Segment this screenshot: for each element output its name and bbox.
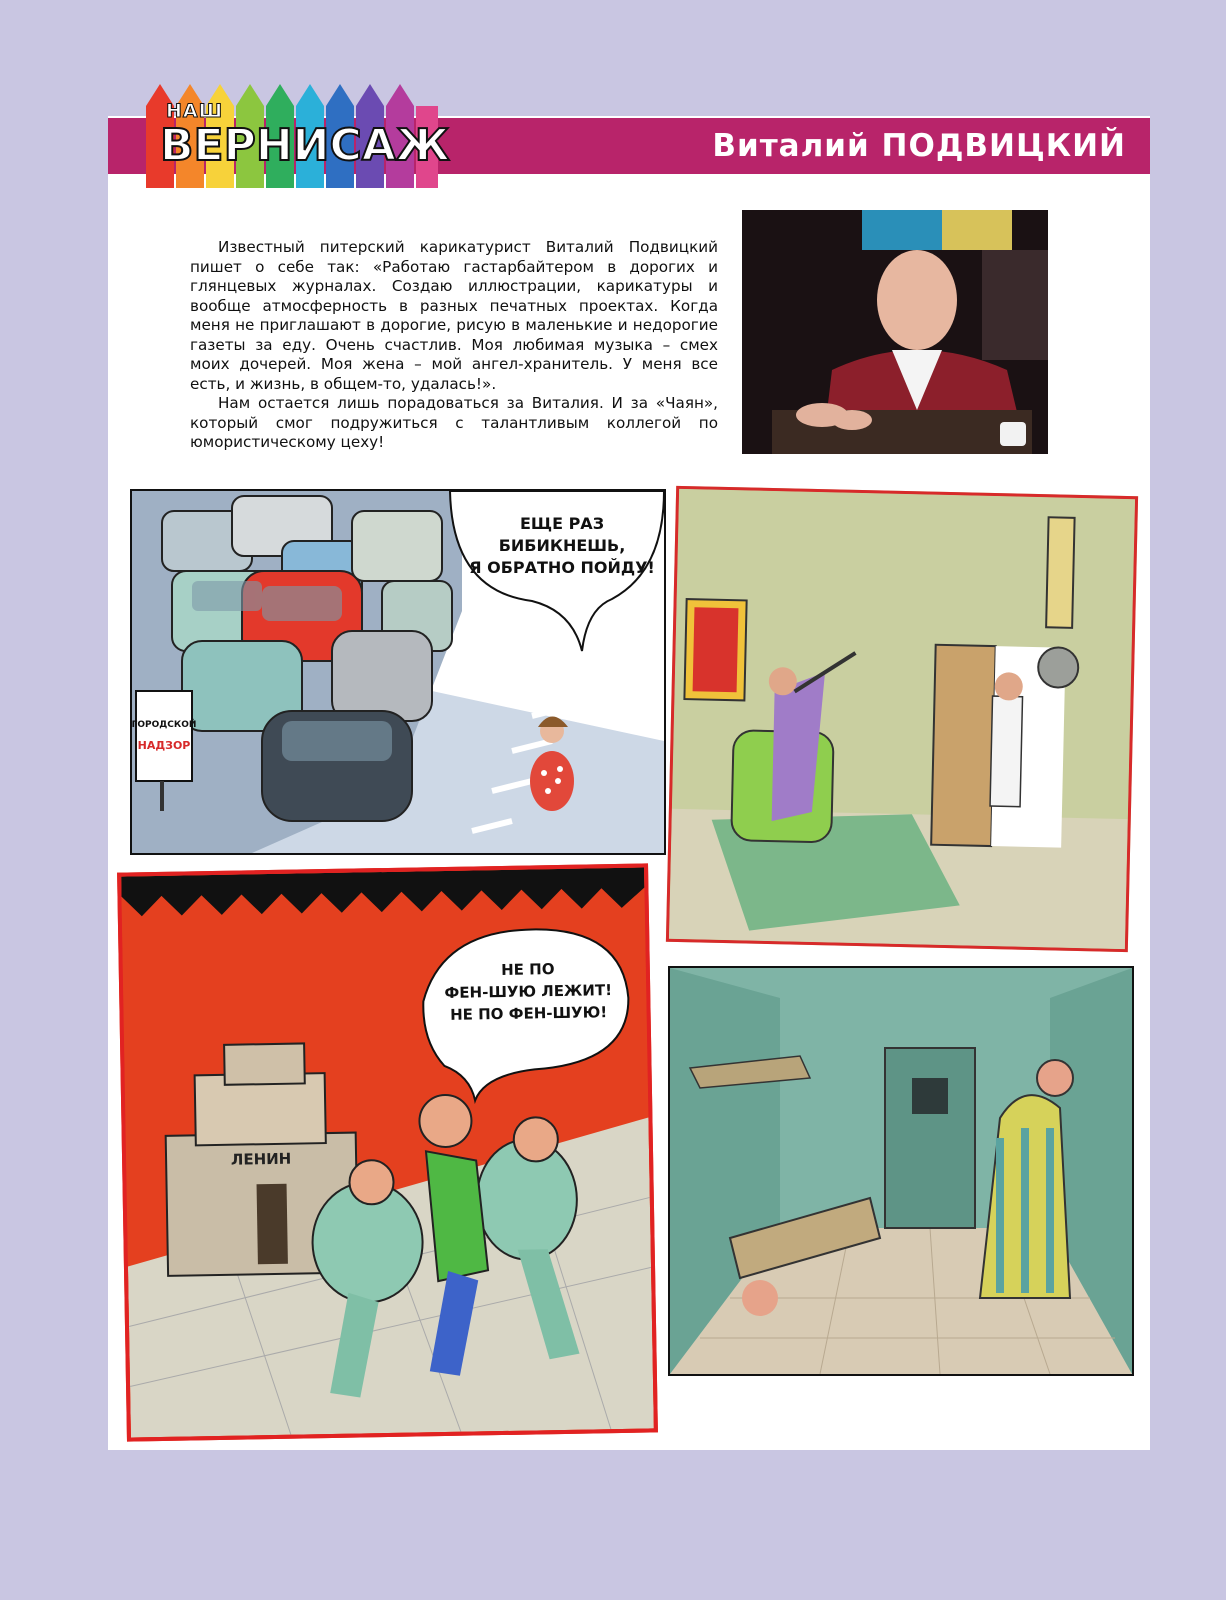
traffic-sign-line-2: НАДЗОР — [137, 739, 191, 752]
traffic-speech-line-2: БИБИКНЕШЬ, — [498, 536, 626, 555]
mausoleum-speech-line-3: НЕ ПО ФЕН-ШУЮ! — [449, 1003, 608, 1024]
author-photo — [742, 210, 1048, 454]
mausoleum-speech-line-1: НЕ ПО — [501, 960, 555, 979]
traffic-speech-line-1: ЕЩЕ РАЗ — [519, 514, 605, 533]
author-portrait-graphic — [742, 210, 1048, 454]
author-name: Виталий ПОДВИЦКИЙ — [712, 128, 1126, 164]
mausoleum-label: ЛЕНИН — [230, 1149, 292, 1169]
cartoon-prison-cell — [668, 966, 1134, 1376]
traffic-sign-line-1: ГОРОДСКОЙ — [132, 720, 197, 730]
cartoon-traffic — [130, 489, 666, 855]
intro-paragraph-2: Нам остается лишь порадоваться за Виталия. И за «Чаян», который смог подружиться с талантливым коллегой по юмористическому цеху! — [190, 394, 718, 451]
intro-text — [190, 238, 718, 453]
cartoon-living-room — [666, 486, 1138, 952]
traffic-speech-line-3: Я ОБРАТНО ПОЙДУ! — [469, 558, 655, 577]
cartoon-mausoleum — [117, 863, 658, 1441]
section-logo — [146, 80, 450, 192]
logo-word-big: ВЕРНИСАЖ — [160, 120, 450, 171]
logo-word-small: НАШ — [166, 100, 224, 122]
mausoleum-speech-line-2: ФЕН-ШУЮ ЛЕЖИТ! — [444, 981, 613, 1002]
intro-paragraph-1: Известный питерский карикатурист Виталий Подвицкий пишет о себе так: «Работаю гастарбайтером в дорогих и глянцевых журналах. Создаю иллюстрации, карикатуры и вообще атмосферность в разных печатных проектах. Когда меня не приглашают в дорогие, рисую в маленькие и недорогие газеты за еду. Очень счастлив. Моя любимая музыка – смех моих дочерей. Моя жена – мой ангел-хранитель. У меня все есть, и жизнь, в общем-то, удалась!». — [190, 238, 718, 393]
